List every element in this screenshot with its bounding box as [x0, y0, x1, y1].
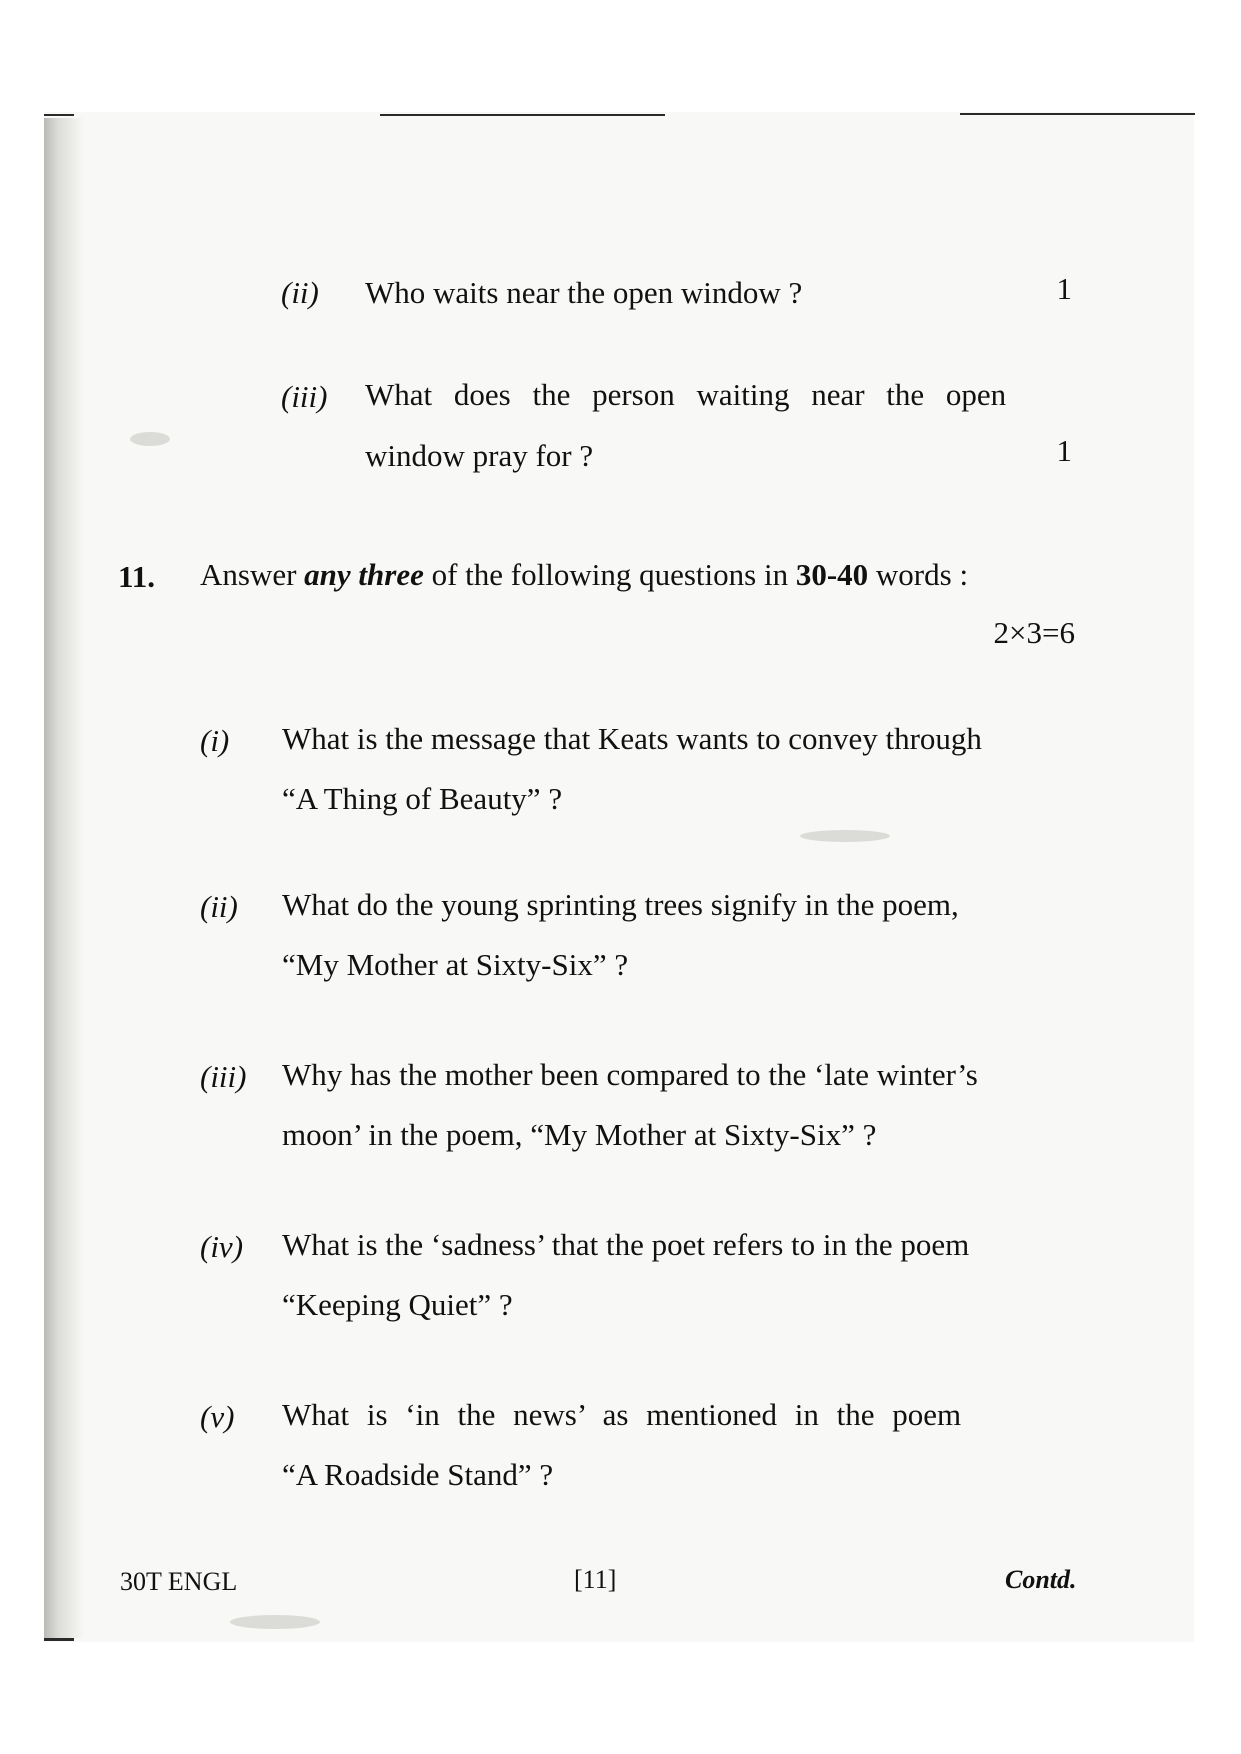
question-text: Who waits near the open window ? [365, 275, 803, 310]
scan-speck [130, 432, 170, 446]
question-text: window pray for ? [365, 438, 594, 473]
prompt-suffix: words : [868, 557, 969, 592]
prompt-word-limit: 30-40 [795, 557, 869, 592]
top-rule-right [960, 113, 1195, 115]
question-11-number: 11. [118, 559, 156, 594]
question-11-marks: 2×3=6 [993, 615, 1075, 650]
sub-question-line-2: moon’ in the poem, “My Mother at Sixty-Six” ? [282, 1117, 877, 1152]
sub-question-number: (iv) [200, 1229, 244, 1264]
question-11-prompt [200, 556, 968, 593]
continued-label: Contd. [1005, 1565, 1077, 1594]
sub-question-line-1: Why has the mother been compared to the ‘late winter’s [282, 1057, 978, 1092]
top-rule-left [44, 114, 74, 116]
prompt-emphasis: any three [304, 557, 424, 592]
sub-question-line-1: What is the ‘sadness’ that the poet refers to in the poem [282, 1227, 970, 1262]
sub-question-line-1: What do the young sprinting trees signify in the poem, [282, 887, 959, 922]
scan-speck [800, 830, 890, 842]
question-number: (ii) [281, 275, 319, 310]
sub-question-number: (iii) [200, 1059, 247, 1094]
sub-question-line-1: What is the message that Keats wants to convey through [282, 721, 982, 756]
sub-question-line-2: “Keeping Quiet” ? [282, 1287, 513, 1322]
scan-speck [230, 1615, 320, 1629]
question-number: (iii) [281, 379, 328, 414]
prompt-middle: of the following questions in [423, 557, 796, 592]
question-text: What does the person waiting near the open [365, 377, 1007, 412]
paper-code: 30T ENGL [120, 1567, 238, 1596]
sub-question-number: (ii) [200, 889, 238, 924]
question-marks: 1 [1056, 271, 1072, 306]
question-marks: 1 [1056, 433, 1072, 468]
prompt-prefix: Answer [200, 557, 305, 592]
question-text-line [365, 376, 1075, 413]
sub-question-line-1: What is ‘in the news’ as mentioned in the poem [282, 1397, 962, 1432]
sub-question-number: (i) [200, 723, 230, 758]
sub-question-line-2: “My Mother at Sixty-Six” ? [282, 947, 629, 982]
sub-question-line-2: “A Roadside Stand” ? [282, 1457, 554, 1492]
sub-question-number: (v) [200, 1399, 235, 1434]
top-rule-middle [380, 114, 665, 116]
scan-shadow-edge [44, 118, 84, 1638]
page-number: [11] [574, 1565, 617, 1594]
bottom-rule [44, 1638, 74, 1641]
sub-question-line-2: “A Thing of Beauty” ? [282, 781, 563, 816]
